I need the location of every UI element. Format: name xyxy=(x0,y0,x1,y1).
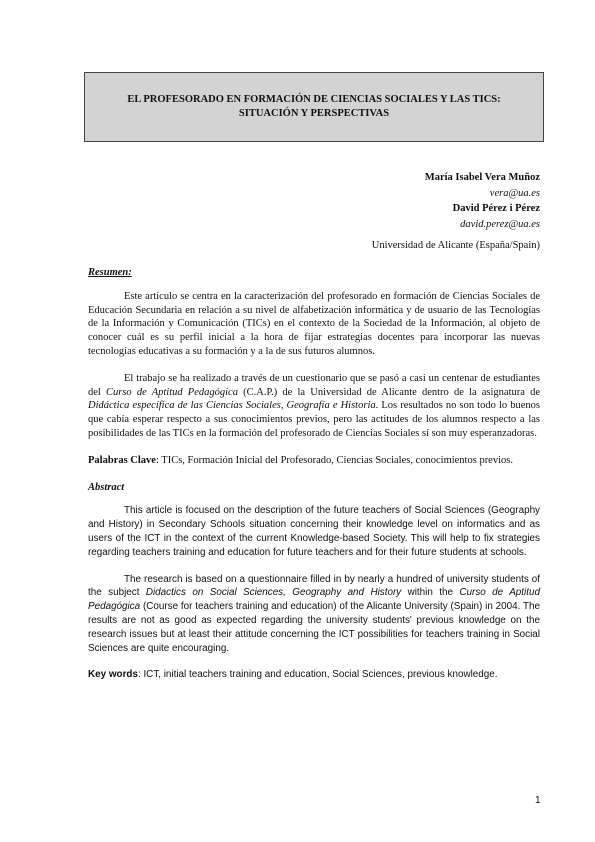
text-span: El trabajo se ha realizado a través de un cuestionario que se pasó a casi un centenar de estudiantes del xyxy=(88,372,540,398)
palabras-clave-text: : TICs, Formación Inicial del Profesorado, Ciencias Sociales, conocimientos previos. xyxy=(155,454,513,466)
page-number: 1 xyxy=(535,795,541,806)
author-name-2: David Pérez i Pérez xyxy=(452,203,540,214)
abstract-paragraph-2 xyxy=(88,573,540,656)
author-name-1: María Isabel Vera Muñoz xyxy=(424,172,540,183)
title-line-1: EL PROFESORADO EN FORMACIÓN DE CIENCIAS SOCIALES Y LAS TICS: xyxy=(127,94,501,105)
resumen-paragraph-1: Este artículo se centra en la caracterización del profesorado en formación de Ciencias Sociales de Educación Secundaria en relación a su nivel de alfabetización informática y de usuario de las Tecnologías de la Información y Comunicación (TICs) en el contexto de la Sociedad de la Información, al objeto de conocer cuál es su perfil inicial a la hora de fijar estrategias docentes para incorporar las nuevas tecnologías educativas a su formación y a la de sus futuros alumnos. xyxy=(88,290,540,357)
abstract-paragraph-1: This article is focused on the description of the future teachers of Social Sciences (Geography and History) in Secondary Schools situation concerning their knowledge level on informatics and as users of the ICT in the context of the current Knowledge-based Society. This will help to fix strategies regarding teachers training and education for future teachers and for their future students at schools. xyxy=(88,505,540,558)
key-words-label: Key words xyxy=(88,669,138,681)
author-email-2[interactable]: david.perez@ua.es xyxy=(460,218,540,230)
affiliation: Universidad de Alicante (España/Spain) xyxy=(371,240,540,251)
palabras-clave xyxy=(88,454,540,468)
key-words xyxy=(88,668,540,682)
resumen-heading: Resumen: xyxy=(88,267,132,278)
title-box xyxy=(84,72,544,142)
author-block xyxy=(240,170,540,232)
italic-span: Curso de Aptitud Pedagógica xyxy=(88,587,540,613)
resumen-paragraph-2 xyxy=(88,372,540,441)
italic-span: Curso de Aptitud Pedagógica xyxy=(106,386,238,398)
abstract-heading: Abstract xyxy=(88,481,125,493)
text-span: (C.A.P.) de la Universidad de Alicante dentro de la asignatura de xyxy=(237,386,540,398)
key-words-text: : ICT, initial teachers training and education, Social Sciences, previous knowledge. xyxy=(137,669,498,681)
text-span: The research is based on a questionnaire filled in by nearly a hundred of university students of the subject xyxy=(88,573,540,599)
body-text xyxy=(88,266,540,695)
text-span: . Los resultados no son todo lo buenos que cabía esperar respecto a sus conocimientos previos, pero las actitudes de los alumnos respecto a las posibilidades de las TICs en la formación del profesorado de Ciencias Sociales sí son muy esperanzadoras. xyxy=(88,400,540,439)
italic-span: Didactics on Social Sciences, Geography and History xyxy=(145,587,402,599)
palabras-clave-label: Palabras Clave xyxy=(88,454,156,466)
text-span: (Course for teachers training and education) of the Alicante University (Spain) in 2004. The results are not as good as expected regarding the university students' previous knowledge on the research issues but at least their attitude concerning the ICT possibilities for teachers training in Social Sciences are quite encouraging. xyxy=(88,601,540,654)
author-email-1[interactable]: vera@ua.es xyxy=(489,187,540,199)
text-span: within the xyxy=(401,587,460,599)
italic-span: Didáctica específica de las Ciencias Sociales, Geografía e Historia xyxy=(88,400,376,412)
title-line-2: SITUACIÓN Y PERSPECTIVAS xyxy=(238,108,390,119)
